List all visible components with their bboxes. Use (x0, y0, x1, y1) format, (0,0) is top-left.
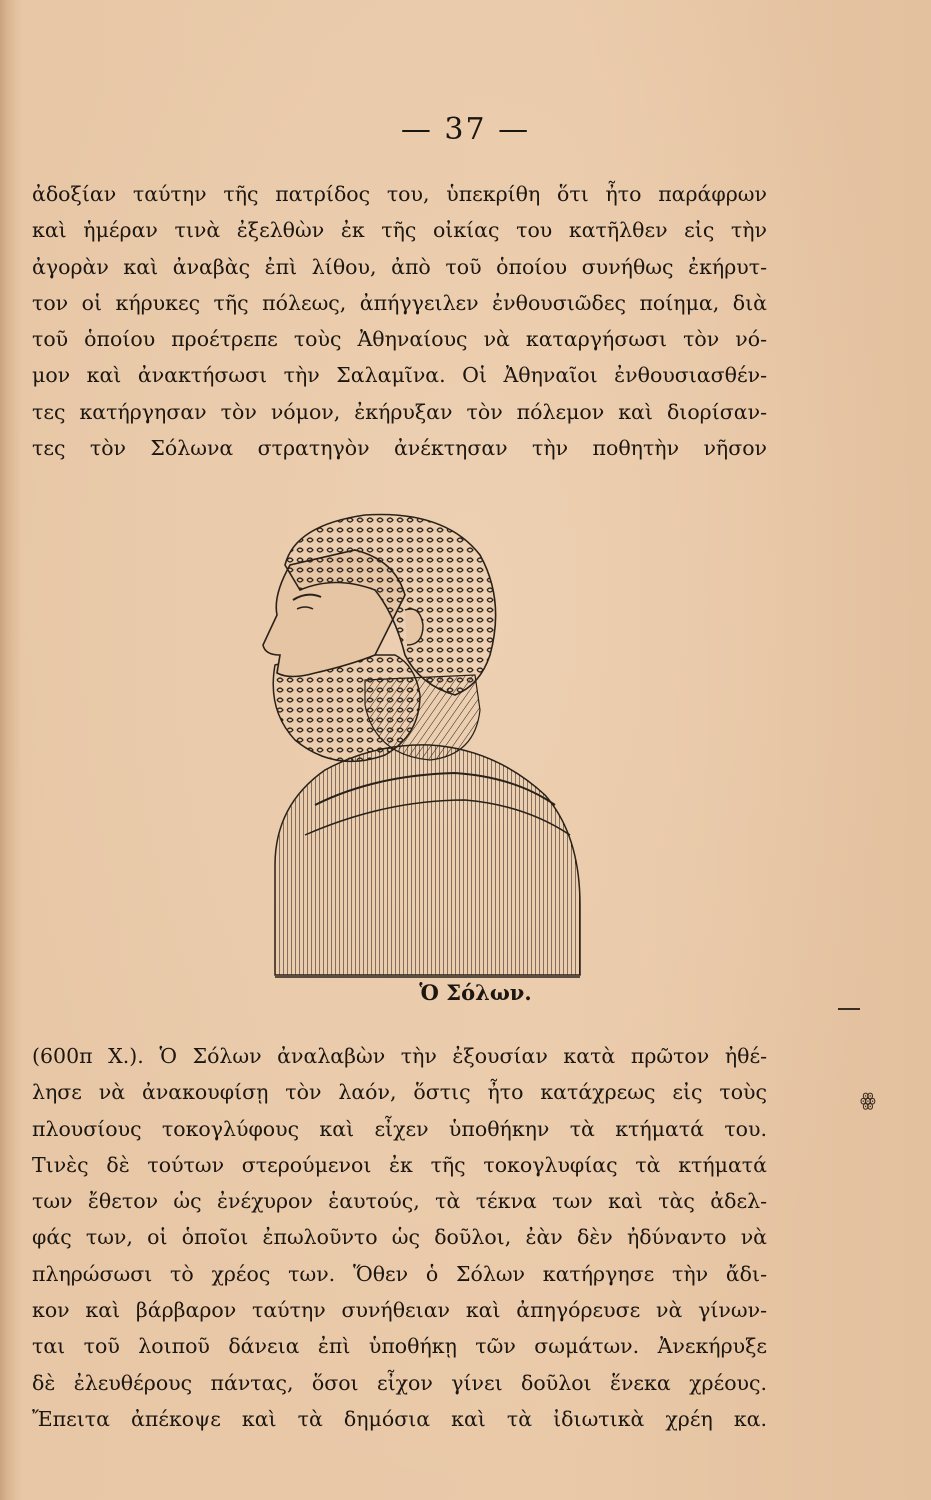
text-line: ται τοῦ λοιποῦ δάνεια ἐπὶ ὑποθήκῃ τῶν σωμάτων. Ἀνεκήρυξε (32, 1334, 767, 1359)
text-line: Τινὲς δὲ τούτων στερούμενοι ἐκ τῆς τοκογλυφίας τὰ κτήματά (32, 1152, 767, 1177)
text-line: κον καὶ βάρβαρον ταύτην συνήθειαν καὶ ἀπηγόρευσε νὰ γίνων- (32, 1298, 767, 1323)
text-line: καὶ ἡμέραν τινὰ ἐξελθὼν ἐκ τῆς οἰκίας του κατῆλθεν εἰς τὴν (32, 218, 767, 243)
solon-bust-illustration (255, 505, 595, 983)
text-line: ἀδοξίαν ταύτην τῆς πατρίδος του, ὑπεκρίθη ὅτι ἦτο παράφρων (32, 182, 767, 206)
text-line: τοῦ ὁποίου προέτρεπε τοὺς Ἀθηναίους νὰ καταργήσωσι τὸν νό- (32, 327, 767, 352)
margin-dash-mark (838, 1008, 860, 1010)
text-line: φάς των, οἱ ὁποῖοι ἐπωλοῦντο ὡς δοῦλοι, ἐὰν δὲν ἠδύναντο νὰ (32, 1225, 767, 1250)
text-line: ἀγορὰν καὶ ἀναβὰς ἐπὶ λίθου, ἀπὸ τοῦ ὁποίου συνήθως ἐκήρυτ- (32, 254, 767, 279)
text-line: (600π Χ.). Ὁ Σόλων ἀναλαβὼν τὴν ἐξουσίαν κατὰ πρῶτον ἠθέ- (32, 1044, 767, 1068)
margin-ink-mark: ꙮ (860, 1090, 876, 1111)
text-line: τες τὸν Σόλωνα στρατηγὸν ἀνέκτησαν τὴν ποθητὴν νῆσον (32, 436, 767, 461)
text-line: Ἔπειτα ἀπέκοψε καὶ τὰ δημόσια καὶ τὰ ἰδιωτικὰ χρέη κα. (32, 1406, 767, 1431)
text-line: λησε νὰ ἀνακουφίσῃ τὸν λαόν, ὅστις ἦτο κατάχρεως εἰς τοὺς (32, 1080, 767, 1105)
text-line: δὲ ἐλευθέρους πάντας, ὅσοι εἶχον γίνει δοῦλοι ἕνεκα χρέους. (32, 1370, 767, 1395)
text-line: των ἔθετον ὡς ἐνέχυρον ἑαυτούς, τὰ τέκνα των καὶ τὰς ἀδελ- (32, 1189, 767, 1214)
text-line: πλουσίους τοκογλύφους καὶ εἶχεν ὑποθήκην τὰ κτήματά του. (32, 1116, 767, 1141)
figure-caption: Ὁ Σόλων. (419, 980, 532, 1005)
text-line: τον οἱ κήρυκες τῆς πόλεως, ἀπήγγειλεν ἐνθουσιῶδες ποίημα, διὰ (32, 290, 767, 315)
paragraph-1 (32, 176, 767, 466)
text-line: τες κατήργησαν τὸν νόμον, ἐκήρυξαν τὸν πόλεμον καὶ διορίσαν- (32, 399, 767, 424)
text-line: πληρώσωσι τὸ χρέος των. Ὅθεν ὁ Σόλων κατήργησε τὴν ἄδι- (32, 1261, 767, 1286)
page-number: — 37 — (400, 112, 531, 147)
text-line: μον καὶ ἀνακτήσωσι τὴν Σαλαμῖνα. Οἱ Ἀθηναῖοι ἐνθουσιασθέν- (32, 363, 767, 388)
paragraph-2 (32, 1038, 767, 1437)
